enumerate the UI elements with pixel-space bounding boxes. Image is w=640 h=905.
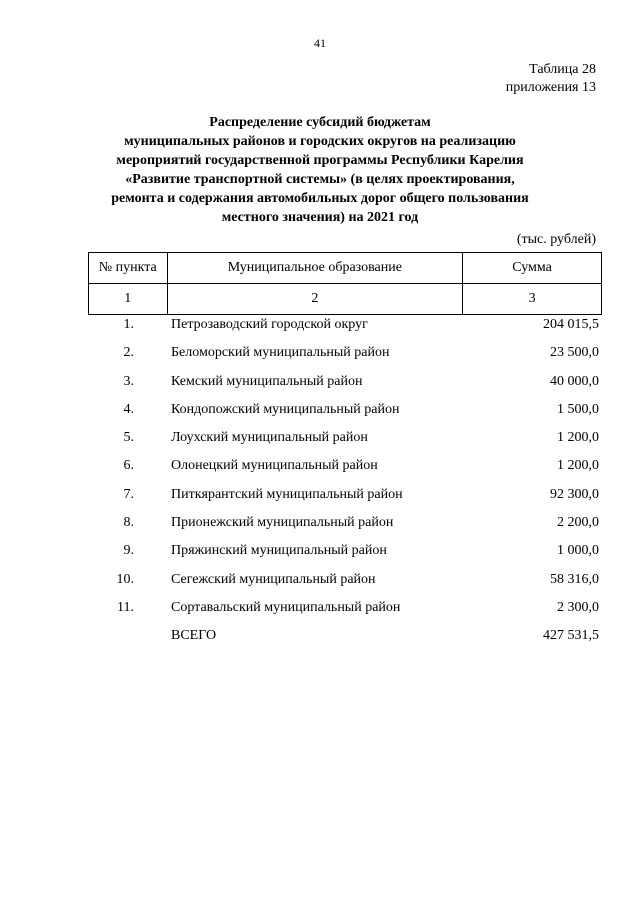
- row-municipality: Сегежский муниципальный район: [171, 571, 376, 587]
- row-municipality: Кемский муниципальный район: [171, 373, 363, 389]
- units-label: (тыс. рублей): [516, 232, 596, 247]
- table-header: [88, 252, 602, 315]
- document-title: [90, 113, 550, 227]
- total-row: [88, 625, 602, 653]
- total-label: ВСЕГО: [171, 628, 217, 644]
- title-line: ремонта и содержания автомобильных дорог общего пользования: [111, 191, 529, 206]
- header-cell-sum: Сумма: [463, 253, 602, 284]
- table-row: [88, 399, 602, 427]
- table-row: [88, 512, 602, 540]
- page-number: 41: [314, 36, 326, 50]
- row-sum: 92 300,0: [550, 486, 599, 502]
- title-line: местного значения) на 2021 год: [221, 210, 419, 225]
- row-number: 9.: [123, 543, 134, 559]
- total-sum: 427 531,5: [543, 628, 599, 644]
- row-municipality: Олонецкий муниципальный район: [171, 458, 378, 474]
- row-municipality: Прионежский муниципальный район: [171, 515, 394, 531]
- row-number: 4.: [123, 401, 134, 417]
- row-sum: 58 316,0: [550, 571, 599, 587]
- table-row: [88, 314, 602, 342]
- row-municipality: Пряжинский муниципальный район: [171, 543, 387, 559]
- row-number: 2.: [123, 345, 134, 361]
- table-row: [88, 484, 602, 512]
- table-row: [88, 540, 602, 568]
- row-municipality: Петрозаводский городской округ: [171, 317, 368, 332]
- title-line: Распределение субсидий бюджетам: [209, 115, 431, 130]
- row-municipality: Беломорский муниципальный район: [171, 345, 390, 361]
- row-municipality: Кондопожский муниципальный район: [171, 401, 400, 417]
- column-number-cell: 3: [463, 284, 602, 315]
- column-number-cell: 2: [167, 284, 463, 315]
- row-number: 8.: [123, 515, 134, 531]
- table-body: [88, 314, 602, 654]
- row-sum: 2 300,0: [557, 599, 599, 615]
- row-sum: 1 200,0: [557, 430, 599, 446]
- row-number: 5.: [123, 430, 134, 446]
- row-number: 11.: [117, 599, 134, 615]
- title-line: мероприятий государственной программы Республики Карелия: [116, 153, 524, 168]
- table-reference-line: Таблица 28: [529, 62, 596, 77]
- row-sum: 40 000,0: [550, 373, 599, 389]
- column-number-cell: 1: [89, 284, 168, 315]
- row-number: 10.: [116, 571, 134, 587]
- row-municipality: Лоухский муниципальный район: [171, 430, 368, 446]
- table-row: [88, 455, 602, 483]
- table-row: [88, 371, 602, 399]
- row-sum: 204 015,5: [543, 317, 599, 332]
- title-line: муниципальных районов и городских округов на реализацию: [124, 134, 516, 149]
- table-row: [88, 569, 602, 597]
- row-sum: 1 200,0: [557, 458, 599, 474]
- table-row: [88, 597, 602, 625]
- header-cell-number: № пункта: [89, 253, 168, 284]
- row-sum: 1 500,0: [557, 401, 599, 417]
- title-line: «Развитие транспортной системы» (в целях проектирования,: [125, 172, 515, 187]
- row-municipality: Питкярантский муниципальный район: [171, 486, 403, 502]
- row-number: 6.: [123, 458, 134, 474]
- table-row: [88, 427, 602, 455]
- table-row: [88, 342, 602, 370]
- row-sum: 2 200,0: [557, 515, 599, 531]
- row-sum: 1 000,0: [557, 543, 599, 559]
- header-cell-municipality: Муниципальное образование: [167, 253, 463, 284]
- row-sum: 23 500,0: [550, 345, 599, 361]
- table-reference: [506, 61, 596, 97]
- table-reference-line: приложения 13: [505, 80, 596, 95]
- row-number: 1.: [123, 317, 134, 332]
- column-number-row: [89, 284, 602, 315]
- row-number: 3.: [123, 373, 134, 389]
- row-municipality: Сортавальский муниципальный район: [171, 599, 401, 615]
- header-row: [89, 253, 602, 284]
- row-number: 7.: [123, 486, 134, 502]
